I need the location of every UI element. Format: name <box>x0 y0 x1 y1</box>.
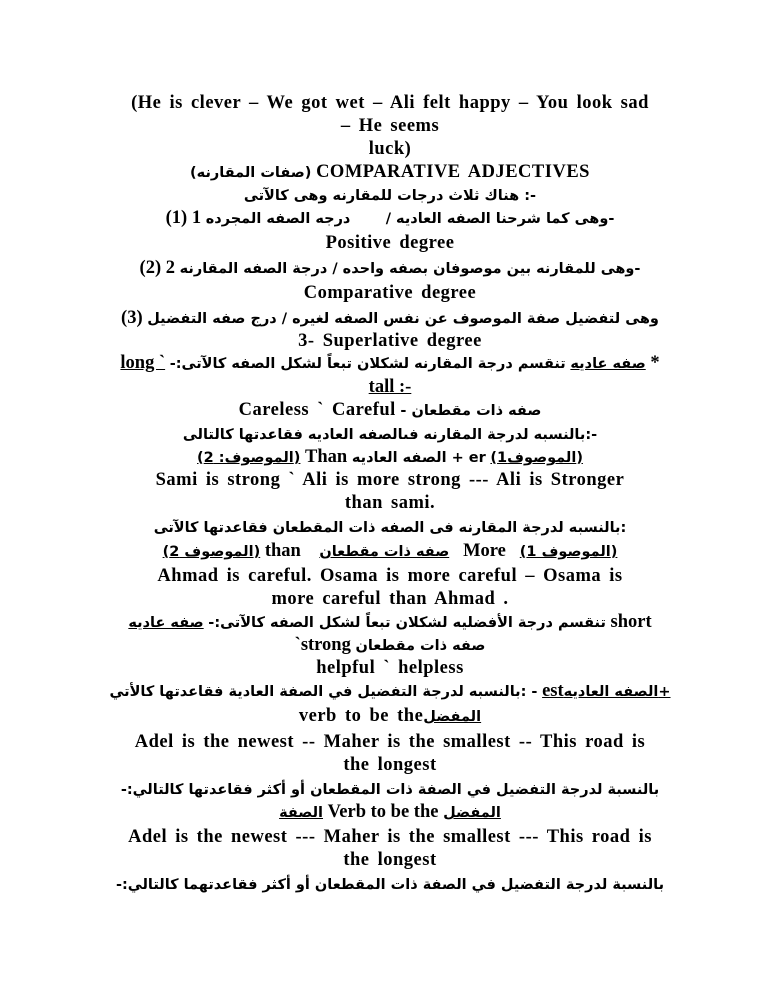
degree-name <box>95 232 685 254</box>
english-word: tall :- <box>368 377 412 397</box>
arabic-text: صفه ذات مقطعان <box>319 544 450 560</box>
arabic-text: المفضل <box>423 709 482 725</box>
text-line: than sami. <box>344 493 436 513</box>
arabic-text: بالنسبة لدرجة التفضيل في الصفة ذات المقطعان أو أكثر فقاعدتها كالتالي:- <box>120 782 660 798</box>
heading-english: COMPARATIVE ADJECTIVES <box>316 162 590 182</box>
degree-1-line <box>95 207 685 230</box>
example-line <box>95 731 685 753</box>
arabic-text: بالنسبة لدرجة التفضيل في الصفة ذات المقطعان أو أكثر فقاعدتهما كالتالي:- <box>115 877 665 893</box>
text-line: Sami is strong ` Ali is more strong --- Ali is Stronger <box>155 470 625 490</box>
arabic-text: -: هناك ثلاث درجات للمقارنه وهى كالآتى <box>243 188 537 204</box>
text-line: Ahmad is careful. Osama is more careful – Osama is <box>157 566 623 586</box>
text-line <box>95 634 685 657</box>
arabic-text: (الموصوف 1) <box>519 544 618 560</box>
arabic-text: (الموصوف: 2) <box>197 450 301 466</box>
star-mark: * <box>650 353 660 373</box>
arabic-text: تنقسم درجة المقارنه لشكلان تبعاً لشكل الصفه كالآتى:- <box>169 356 566 372</box>
text-line <box>95 873 685 896</box>
english-word: long ` <box>120 353 166 373</box>
text-line: 3- Superlative degree <box>298 331 482 351</box>
text-line: – He seems <box>340 116 440 136</box>
arabic-text: -:بالنسبه لدرجة المقارنه فىالصفه العاديه فقاعدتها كالتالى <box>182 427 598 443</box>
linking-verbs-examples-line <box>95 138 685 160</box>
arabic-text: الصفة <box>279 805 324 821</box>
text-line: Comparative degree <box>303 283 477 303</box>
arabic-text: صفه عاديه <box>570 356 646 372</box>
degree-number: (1) 1 <box>165 208 202 228</box>
arabic-text: -وهى كما شرحنا الصفه العاديه / درجه الصفه المجرده <box>205 211 615 227</box>
text-line: (He is clever – We got wet – Ali felt happy – You look sad <box>131 93 649 113</box>
text-line <box>95 184 685 207</box>
text-line <box>95 778 685 801</box>
example-line <box>95 588 685 610</box>
arabic-text: صفه ذات مقطعان <box>355 638 486 654</box>
comparative-forms-line <box>95 352 685 375</box>
example-line <box>95 754 685 776</box>
rule-line <box>95 801 685 824</box>
text-line: the longest <box>343 755 437 775</box>
rule-line <box>95 540 685 563</box>
arabic-text: صفه عاديه <box>128 615 204 631</box>
degree-number: (3) <box>121 308 143 328</box>
text-line <box>95 399 685 422</box>
degree-2-line <box>95 257 685 280</box>
english-word: than <box>264 541 301 561</box>
arabic-text: تنقسم درجة الأفضليه لشكلان تبعاً لشكل الصفه كالآتى:- <box>208 615 606 631</box>
arabic-text: الصفه العاديه+ <box>563 684 671 700</box>
english-word: Verb to be the <box>327 802 439 822</box>
example-line <box>95 469 685 491</box>
superlative-forms-line <box>95 611 685 634</box>
text-line <box>95 423 685 446</box>
text-line <box>95 657 685 679</box>
heading-arabic: (صفات المقارنه) <box>190 165 312 181</box>
arabic-text: صفه ذات مقطعان - <box>400 403 542 419</box>
arabic-text: الصفه العاديه + er <box>351 450 486 466</box>
degree-name <box>95 330 685 352</box>
arabic-text: وهى لتفضيل صفة الموصوف عن نفس الصفه لغيره / درج صفه التفضيل <box>147 311 659 327</box>
arabic-text: (الموصوف1) <box>490 450 583 466</box>
english-word: Than <box>305 447 348 467</box>
degree-3-line <box>95 307 685 330</box>
english-word: verb to be the <box>298 706 424 726</box>
rule-line <box>95 705 685 728</box>
english-word: helpful ` helpless <box>316 658 464 678</box>
linking-verbs-examples-line <box>95 115 685 137</box>
arabic-text: - :بالنسبه لدرجة التفضيل في الصفة العادية فقاعدتها كالأتي <box>109 684 538 700</box>
arabic-text: المفضل <box>443 805 501 821</box>
english-word: More <box>463 541 506 561</box>
text-line: Adel is the newest -- Maher is the smallest -- This road is <box>134 732 646 752</box>
example-line <box>95 565 685 587</box>
text-line: luck) <box>368 139 412 159</box>
arabic-text: (الموصوف 2) <box>162 544 261 560</box>
rule-line <box>95 680 685 703</box>
text-line: the longest <box>343 850 437 870</box>
arabic-text: -وهى للمقارنه بين موصوفان بصفه واحده / درجة الصفه المقارنه <box>179 261 641 277</box>
rule-line <box>95 446 685 469</box>
english-word: short <box>610 612 652 632</box>
text-line: Positive degree <box>325 233 455 253</box>
english-word: Careless ` Careful <box>238 400 396 420</box>
example-line <box>95 826 685 848</box>
section-heading <box>95 161 685 184</box>
text-line: more careful than Ahmad . <box>271 589 509 609</box>
english-word: `strong <box>294 635 351 655</box>
text-line <box>95 516 685 539</box>
text-line: Adel is the newest --- Maher is the smallest --- This road is <box>128 827 652 847</box>
degree-number: (2) 2 <box>139 258 175 278</box>
text-line <box>95 376 685 398</box>
example-line <box>95 492 685 514</box>
linking-verbs-examples-line <box>95 92 685 114</box>
english-word: est <box>542 681 564 701</box>
arabic-text: :بالنسبه لدرجة المقارنه فى الصفه ذات المقطعان فقاعدتها كالآتى <box>153 520 627 536</box>
example-line <box>95 849 685 871</box>
degree-name <box>95 282 685 304</box>
